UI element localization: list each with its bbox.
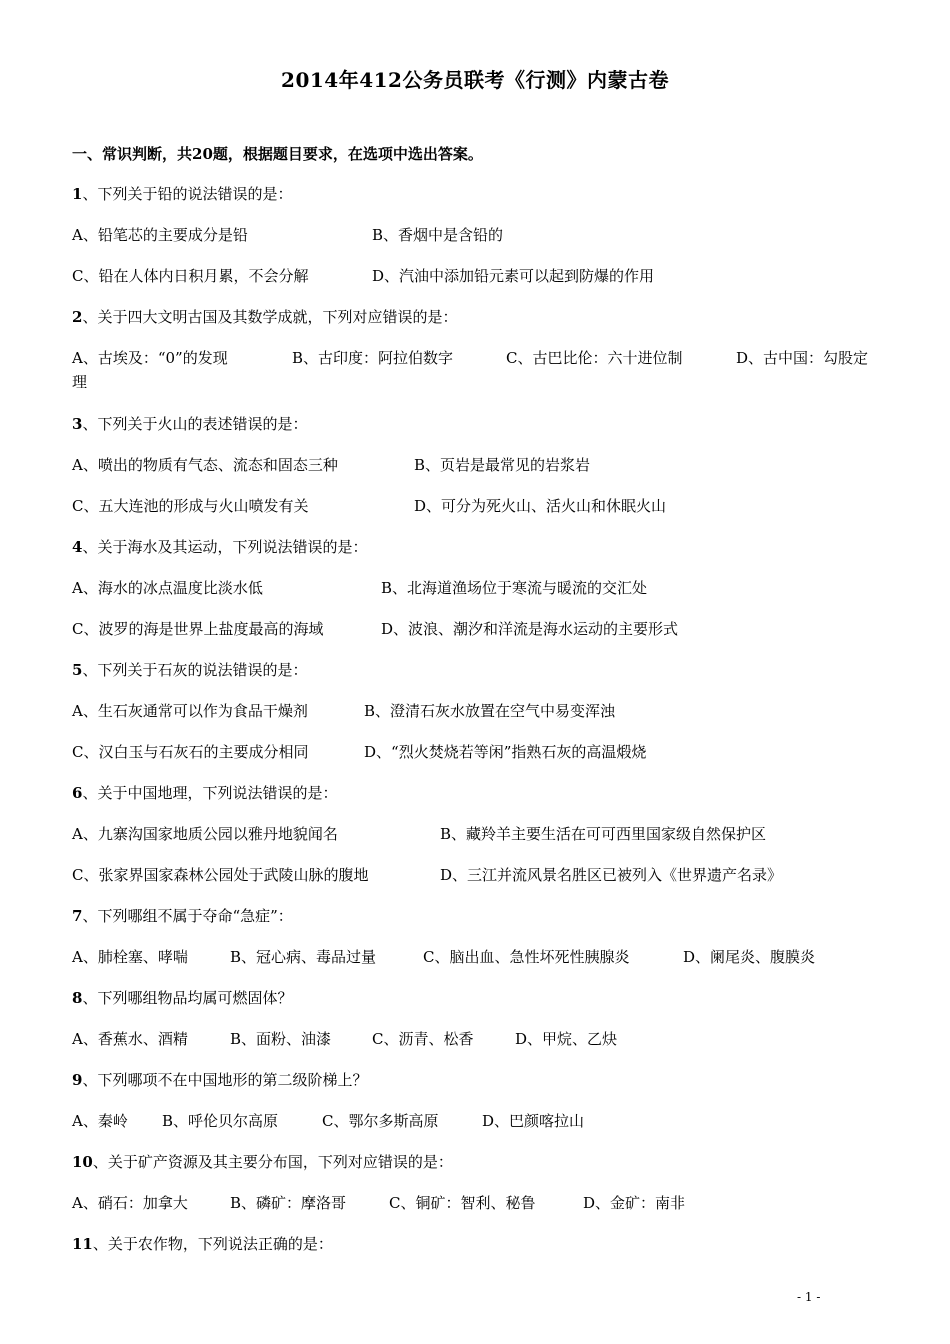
option-wrap: 理 <box>72 373 88 391</box>
question-2 <box>72 307 457 327</box>
option-b: B、呼伦贝尔高原 <box>162 1112 279 1130</box>
question-text: 、关于中国地理，下列说法错误的是： <box>82 784 338 802</box>
question-text: 、下列关于火山的表述错误的是： <box>82 415 308 433</box>
question-number: 5 <box>72 661 83 679</box>
question-text: 、下列哪组物品均属可燃固体？ <box>82 989 293 1007</box>
option-b: B、磷矿：摩洛哥 <box>230 1194 347 1212</box>
option-c: C、沥青、松香 <box>372 1030 474 1048</box>
option-b: B、古印度：阿拉伯数字 <box>292 349 454 367</box>
question-6 <box>72 783 337 803</box>
question-10 <box>72 1152 453 1172</box>
question-number: 7 <box>72 907 83 925</box>
question-number: 11 <box>72 1235 93 1253</box>
question-7 <box>72 906 293 926</box>
question-8 <box>72 988 292 1008</box>
option-c: C、铅在人体内日积月累，不会分解 <box>72 267 309 285</box>
option-c: C、鄂尔多斯高原 <box>322 1112 439 1130</box>
option-d: D、巴颜喀拉山 <box>482 1112 585 1130</box>
option-b: B、香烟中是含铅的 <box>372 226 504 244</box>
option-a: A、生石灰通常可以作为食品干燥剂 <box>72 702 308 720</box>
option-b: B、页岩是最常见的岩浆岩 <box>414 456 591 474</box>
question-text: 、下列关于石灰的说法错误的是： <box>82 661 308 679</box>
option-b: B、澄清石灰水放置在空气中易变浑浊 <box>364 702 616 720</box>
question-number: 2 <box>72 308 83 326</box>
option-b: B、面粉、油漆 <box>230 1030 332 1048</box>
option-b: B、藏羚羊主要生活在可可西里国家级自然保护区 <box>440 825 767 843</box>
question-5 <box>72 660 307 680</box>
option-a: A、九寨沟国家地质公园以雅丹地貌闻名 <box>72 825 338 843</box>
question-1 <box>72 184 292 204</box>
option-d: D、汽油中添加铅元素可以起到防爆的作用 <box>372 267 655 285</box>
option-b: B、冠心病、毒品过量 <box>230 948 377 966</box>
option-c: C、脑出血、急性坏死性胰腺炎 <box>423 948 630 966</box>
question-9 <box>72 1070 367 1090</box>
option-d: D、“烈火焚烧若等闲”指熟石灰的高温煅烧 <box>364 743 647 761</box>
option-a: A、古埃及：“0”的发现 <box>72 349 228 367</box>
option-a: A、秦岭 <box>72 1112 128 1130</box>
option-d: D、古中国：勾股定 <box>736 349 869 367</box>
option-a: A、肺栓塞、哮喘 <box>72 948 188 966</box>
option-a: A、海水的冰点温度比淡水低 <box>72 579 263 597</box>
option-a: A、硝石：加拿大 <box>72 1194 188 1212</box>
question-4 <box>72 537 367 557</box>
option-c: C、古巴比伦：六十进位制 <box>506 349 683 367</box>
question-number: 3 <box>72 415 83 433</box>
option-a: A、铅笔芯的主要成分是铅 <box>72 226 248 244</box>
option-d: D、金矿：南非 <box>583 1194 686 1212</box>
question-text: 、下列哪项不在中国地形的第二级阶梯上？ <box>82 1071 368 1089</box>
question-number: 9 <box>72 1071 83 1089</box>
question-number: 6 <box>72 784 83 802</box>
option-d: D、可分为死火山、活火山和休眠火山 <box>414 497 667 515</box>
question-text: 、关于四大文明古国及其数学成就，下列对应错误的是： <box>82 308 458 326</box>
option-c: C、汉白玉与石灰石的主要成分相同 <box>72 743 309 761</box>
question-text: 、关于农作物，下列说法正确的是： <box>92 1235 333 1253</box>
option-c: C、波罗的海是世界上盐度最高的海域 <box>72 620 324 638</box>
option-d: D、阑尾炎、腹膜炎 <box>683 948 816 966</box>
question-number: 10 <box>72 1153 93 1171</box>
option-d: D、甲烷、乙炔 <box>515 1030 618 1048</box>
question-text: 、关于海水及其运动，下列说法错误的是： <box>82 538 368 556</box>
question-text: 、下列哪组不属于夺命“急症”： <box>82 907 293 925</box>
option-b: B、北海道渔场位于寒流与暖流的交汇处 <box>381 579 648 597</box>
page-number: - 1 - <box>797 1290 821 1304</box>
section-heading: 一、常识判断，共20题，根据题目要求，在选项中选出答案。 <box>72 145 483 163</box>
option-a: A、喷出的物质有气态、流态和固态三种 <box>72 456 338 474</box>
option-c: C、张家界国家森林公园处于武陵山脉的腹地 <box>72 866 369 884</box>
question-number: 4 <box>72 538 83 556</box>
question-11 <box>72 1234 333 1254</box>
page-title: 2014年412公务员联考《行测》内蒙古卷 <box>281 68 669 92</box>
question-number: 8 <box>72 989 83 1007</box>
question-number: 1 <box>72 185 83 203</box>
question-3 <box>72 414 307 434</box>
question-text: 、关于矿产资源及其主要分布国，下列对应错误的是： <box>92 1153 453 1171</box>
option-c: C、铜矿：智利、秘鲁 <box>389 1194 536 1212</box>
option-c: C、五大连池的形成与火山喷发有关 <box>72 497 309 515</box>
option-d: D、波浪、潮汐和洋流是海水运动的主要形式 <box>381 620 679 638</box>
question-text: 、下列关于铅的说法错误的是： <box>82 185 293 203</box>
option-a: A、香蕉水、酒精 <box>72 1030 188 1048</box>
option-d: D、三江并流风景名胜区已被列入《世界遗产名录》 <box>440 866 783 884</box>
